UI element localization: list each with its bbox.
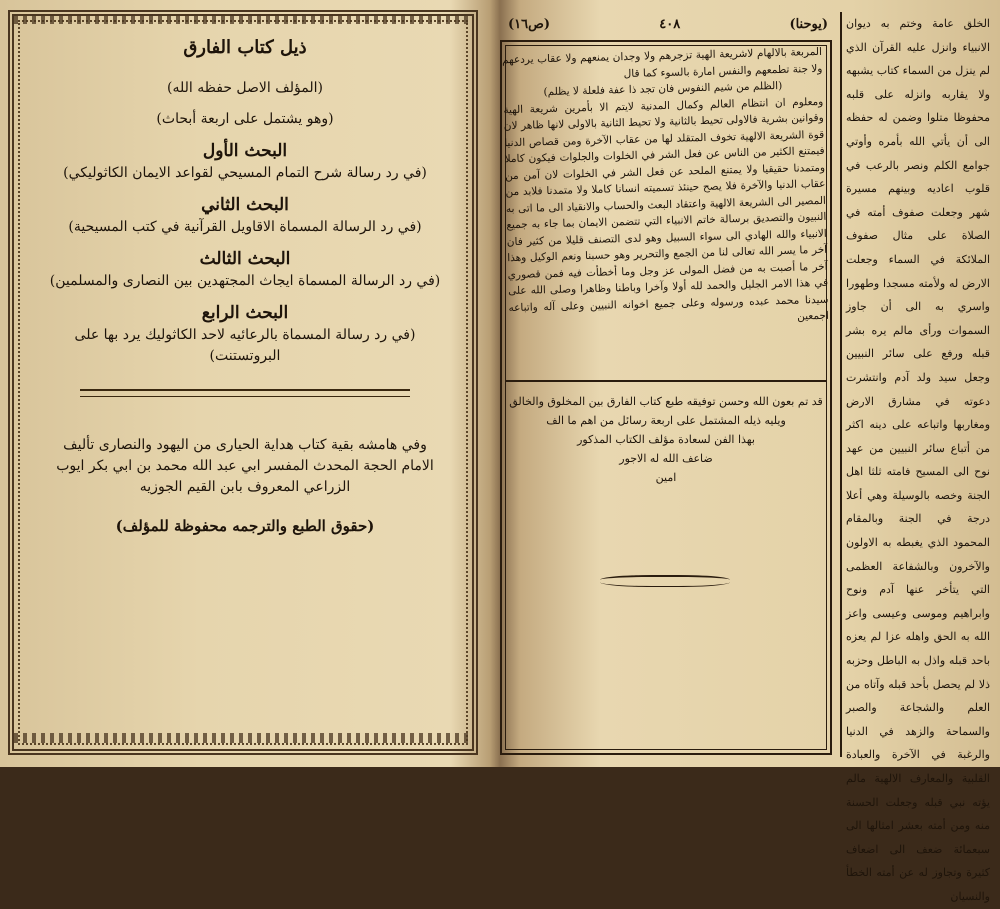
colophon (506, 392, 826, 487)
contents-line: (وهو يشتمل على اربعة أبحاث) (156, 111, 334, 128)
section-1-description: (في رد رسالة شرح التمام المسيحي لقواعد الايمان الكاثوليكي) (63, 165, 427, 182)
rights-notice: (حقوق الطبع والترجمه محفوظة للمؤلف) (115, 517, 375, 536)
ornament-strip-top (14, 14, 472, 24)
left-page (0, 0, 490, 767)
right-page (490, 0, 1000, 903)
colophon-line-3: بهذا الفن لسعادة مؤلف الكتاب المذكور (577, 433, 755, 446)
main-paragraph-1: المربعة بالالهام لاشريعة الهية تزجرهم ولا وجدان يمنعهم ولا عقاب يردعهم ولا جنة تطمعهم والنفس امارة بالسوء كما قال (501, 45, 823, 80)
margin-text: الخلق عامة وختم به ديوان الانبياء وانزل عليه القرآن الذي لم ينزل من السماء كتاب يشبهه ولا يقاربه وانزله على قلبه محفوظا متلوا وضمن له حفظه الى أن يأتي الله بأمره وأوتي جوامع الكلم ونصر بالرعب في قلوب اعاديه وبينهم مسيرة شهر وجعلت صفوف أمته في الصلاة على مثال صفوف الملائكة في السماء وجعلت الارض له ولأمته مسجدا وطهورا واسري به الى أن جاوز السموات ورأى مالم يره بشر قبله ورفع على سائر النبيين وجعل سيد ولد آدم وانتشرت دعوته في مشارق الارض ومغاربها واتباعه على دينه اكثر من أتباع سائر النبيين من عهد نوح الى المسيح فامته ثلثا اهل الجنة وخصه بالوسيلة وهي أعلا درجة في الجنة وبالمقام المحمود الذي يغبطه به الاولون والآخرون وبالشفاعة العظمى التي يتأخر عنها آدم ونوح وابراهيم وموسى وعيسى واعز الله به الحق واهله عزا لم يعزه باحد قبله واذل به الباطل وحزبه ذلا لم يحصل بأحد قبله وآتاه من العلم والشجاعة والصبر والسماحة والزهد في الدنيا والرغبة في الآخرة والعبادة القلبية والمعارف الالهية مالم يؤته نبي قبله وجعلت الحسنة منه ومن أمته بعشر امثالها الى سبعمائة ضعف الى اضعاف كثيرة وتجاوز له عن أمته الخطأ والنسيان (846, 17, 990, 903)
section-1-title: البحث الأول (202, 141, 288, 162)
divider-rule (80, 389, 410, 397)
colophon-ornament (600, 575, 730, 587)
margin-note-line-3: الزراعي المعروف بابن القيم الجوزيه (139, 479, 351, 496)
margin-column (840, 12, 990, 903)
page-number: ٤٠٨ (659, 16, 681, 32)
section-3-description: (في رد الرسالة المسماة ايجاث المجتهدين بين النصارى والمسلمين) (49, 273, 441, 290)
header-book-name: (يوحنا) (789, 16, 828, 32)
main-text-body (502, 44, 830, 372)
section-divider (506, 380, 826, 382)
colophon-line-1: قد تم بعون الله وحسن توفيقه طبع كتاب الفارق بين المخلوق والخالق (509, 395, 823, 408)
verse-line: (الظلم من شيم النفوس فان تجد ذا عفة فلعلة لا يظلم) (543, 79, 783, 99)
book-heading: ذيل كتاب الفارق (183, 37, 307, 58)
author-line: (المؤلف الاصل حفظه الله) (167, 80, 323, 97)
section-4-description: (في رد رسالة المسماة بالرعائيه لاحد الكاثوليك يرد بها على البروتستنت) (74, 327, 416, 365)
colophon-line-5: امين (655, 471, 677, 484)
colophon-line-2: ويليه ذيله المشتمل على اربعة رسائل من اهم ما الف (546, 414, 786, 427)
section-2-description: (في رد الرسالة المسماة الاقاويل القرآنية في كتب المسيحية) (68, 219, 422, 236)
title-page-content (40, 36, 450, 736)
margin-note-line-1: وفي هامشه بقية كتاب هداية الحيارى من اليهود والنصارى تأليف (63, 437, 427, 454)
colophon-line-4: ضاعف الله له الاجور (619, 452, 713, 465)
margin-note-line-2: الامام الحجة المحدث المفسر ابي عبد الله محمد بن ابي بكر ايوب (56, 458, 434, 475)
header-page-ref: (ص١٦) (508, 16, 551, 32)
section-2-title: البحث الثاني (201, 195, 289, 216)
main-paragraph-2: ومعلوم ان انتظام العالم وكمال المدنية لايتم الا بأمرين شريعة الهية وقوانين بشرية فالاولى تحيط بالثانية ولا تحيط الثانية بالاولى لانها ظاهر لان قوة الشريعة الالهية تخوف المتقلد لها من عقاب الآخرة ومن قصاص الدنيا فيمتنع الكثير من الناس عن فعل الشر في الخلوات والجلوات فيكون كاملا ومتمدنا حقيقيا ولا يمتنع الملحد عن فعل الشر في الخلوات لان آمن من عقاب الدنيا والآخرة فلا يصح حينئذ تسميته انسانا كاملا ولا متمدنا فلابد من المصير الى الشريعة الالهية واعتقاد البعث والحساب والانقياد الى ما اتى به النبيون والتصديق برسالة خاتم الانبياء التي تتضمن الايمان بما جاء به جميع الانبياء والله الهادي الى سواء السبيل وهو لدى التصنف قليلا من كثير فان آخر ما يسر الله تعالى لنا من الجمع والتحرير وهو حسبنا ونعم الوكيل وهذا آخر ما أصبت به من فضل المولى عز وجل وما أخطأت فيه فمن قصوري في هذا الامر الجليل والحمد لله أولا وآخرا وباطنا وظاهرا وصلى الله على سيدنا محمد عبده ورسوله وعلى جميع اخوانه النبيين وعلى آله واتباعه اجمعين (503, 95, 830, 323)
section-4-title: البحث الرابع (201, 303, 289, 324)
section-3-title: البحث الثالث (199, 249, 291, 270)
page-header (508, 12, 828, 36)
